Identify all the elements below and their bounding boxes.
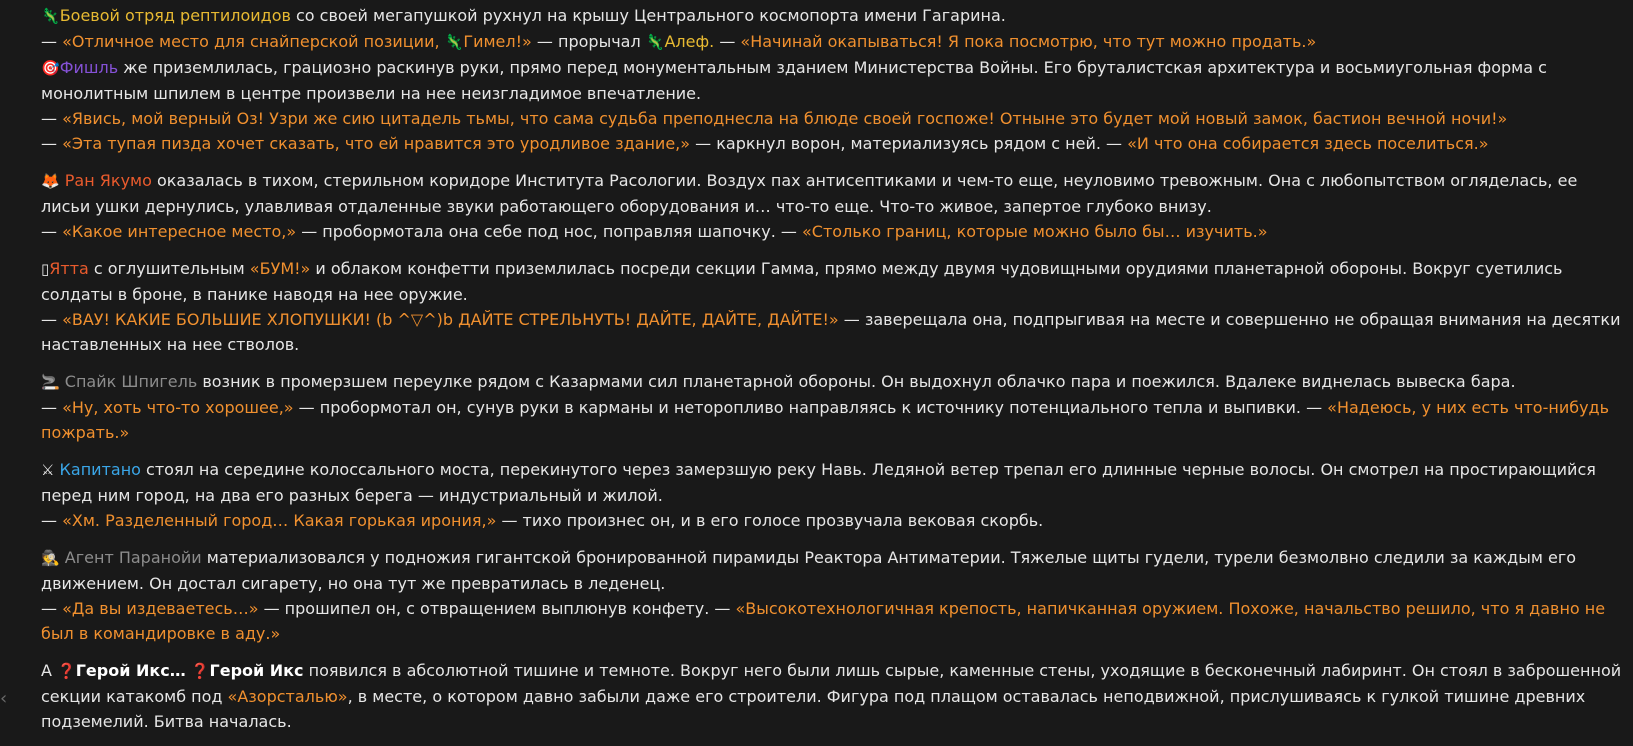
- lizard-icon: 🦎: [645, 33, 665, 51]
- quote: «Надеюсь, у них есть что-нибудь пожрать.»: [41, 398, 1610, 442]
- character-name-ran: Ран Якумо: [64, 171, 152, 190]
- narration-text: возник в промерзшем переулке рядом с Казармами сил планетарной обороны. Он выдохнул облачко пара и поежился. Вдалеке виднелась вывеска бара.: [197, 372, 1516, 391]
- quote: «Высокотехнологичная крепость, напичканная оружием. Похоже, начальство решило, что я давно не был в командировке в аду.»: [41, 599, 1606, 643]
- character-name-hero-x: Герой Икс…: [75, 661, 186, 680]
- narration-text: со своей мегапушкой рухнул на крышу Центрального космопорта имени Гагарина.: [290, 6, 1006, 25]
- narration-text: — пробормотала она себе под нос, поправляя шапочку. —: [296, 222, 803, 241]
- narration-text: — прошипел он, с отвращением выплюнув конфету. —: [258, 599, 736, 618]
- narration-text: же приземлилась, грациозно раскинув руки, прямо перед монументальным зданием Министерства Войны. Его бруталистская архитектура и восьмиугольная форма с монолитным шпилем в центре произвели на нее неизгладимое впечатление.: [41, 58, 1547, 103]
- text-line: [41, 545, 1631, 596]
- missing-glyph-icon: ▯: [41, 260, 50, 278]
- quote: «Отличное место для снайперской позиции,: [62, 32, 445, 51]
- fox-icon: 🦊: [41, 172, 60, 190]
- quote: «Ну, хоть что-то хорошее,»: [62, 398, 294, 417]
- narration-text: — заверещала она, подпрыгивая на месте и совершенно не обращая внимания на десятки наставленных на нее стволов.: [41, 310, 1621, 354]
- narration-text: материализовался у подножия гигантской бронированной пирамиды Реактора Антиматерии. Тяжелые щиты гудели, турели безмолвно следили за каждым его движением. Он достал сигарету, но она тут же превратилась в леденец.: [41, 548, 1577, 593]
- message-feed: [41, 3, 1631, 746]
- text-line: [41, 369, 1631, 395]
- paragraph-reptiles-fischl: [41, 3, 1631, 156]
- text-line: [41, 256, 1631, 307]
- quote: «Да вы издеваетесь…»: [62, 599, 259, 618]
- character-name-capitano: Капитано: [59, 460, 141, 479]
- narration-text: и облаком конфетти приземлилась посреди секции Гамма, прямо между двумя чудовищными орудиями планетарной обороны. Вокруг суетились солдаты в броне, в панике наводя на нее оружие.: [41, 259, 1563, 304]
- target-icon: 🎯: [41, 59, 60, 77]
- character-name-spike: Спайк Шпигель: [64, 372, 198, 391]
- dash: —: [41, 109, 63, 128]
- character-name-fischl: Фишль: [59, 58, 119, 77]
- quote: «БУМ!»: [249, 259, 311, 278]
- narration-text: , в месте, о котором давно забыли даже его строители. Фигура под плащом оставалась неподвижной, прислушиваясь к гулкой тишине древних подземелий. Битва началась.: [41, 687, 1586, 731]
- quote: «Столько границ, которые можно было бы… изучить.»: [802, 222, 1268, 241]
- narration-text: — тихо произнес он, и в его голосе прозвучала вековая скорбь.: [496, 511, 1044, 530]
- quote: «ВАУ! КАКИЕ БОЛЬШИЕ ХЛОПУШКИ! (b ^▽^)b ДАЙТЕ СТРЕЛЬНУТЬ! ДАЙТЕ, ДАЙТЕ, ДАЙТЕ!»: [62, 310, 839, 329]
- narration-text: —: [714, 32, 741, 51]
- text-line: [41, 307, 1631, 357]
- narration-text: с оглушительным: [88, 259, 250, 278]
- text-line: [41, 29, 1631, 55]
- quote: «Хм. Разделенный город… Какая горькая ирония,»: [62, 511, 497, 530]
- detective-icon: 🕵: [41, 549, 60, 567]
- quote: «Какое интересное место,»: [62, 222, 297, 241]
- character-name-gimel: Гимел!»: [463, 32, 532, 51]
- narration-text: — каркнул ворон, материализуясь рядом с ней. —: [690, 134, 1128, 153]
- lizard-icon: 🦎: [41, 7, 60, 25]
- crossed-swords-icon: ⚔: [41, 461, 55, 479]
- text-line: [41, 3, 1631, 29]
- text-line: [41, 395, 1631, 445]
- lizard-icon: 🦎: [444, 33, 464, 51]
- paragraph-hero-x: [41, 658, 1631, 734]
- collapse-chevron-icon[interactable]: ‹: [0, 688, 8, 709]
- paragraph-capitano: [41, 457, 1631, 533]
- dash: —: [41, 398, 63, 417]
- dash: —: [41, 222, 63, 241]
- character-name-hero-x: Герой Икс: [209, 661, 304, 680]
- dash: —: [41, 310, 63, 329]
- dash: —: [41, 511, 63, 530]
- text-line: [41, 219, 1631, 244]
- question-mark-icon: ❓: [190, 662, 210, 680]
- character-name-alef: Алеф.: [664, 32, 715, 51]
- narration-text: — прорычал: [531, 32, 646, 51]
- text-line: [41, 596, 1631, 646]
- character-name-paranoia-agent: Агент Паранойи: [64, 548, 202, 567]
- dash: —: [41, 32, 63, 51]
- narration-text: А: [41, 661, 58, 680]
- text-line: [41, 508, 1631, 533]
- quote: «Начинай окапываться! Я пока посмотрю, что тут можно продать.»: [740, 32, 1317, 51]
- text-line: [41, 168, 1631, 219]
- text-line: [41, 457, 1631, 508]
- text-line: [41, 106, 1631, 131]
- quote: «Явись, мой верный Оз! Узри же сию цитадель тьмы, что сама судьба преподнесла на блюде своей госпоже! Отныне это будет мой новый замок, бастион вечной ночи!»: [62, 109, 1508, 128]
- dash: —: [41, 599, 63, 618]
- character-name-yatta: Ятта: [49, 259, 89, 278]
- quote: «Эта тупая пизда хочет сказать, что ей нравится это уродливое здание,»: [62, 134, 691, 153]
- narration-text: стоял на середине колоссального моста, перекинутого через замерзшую реку Навь. Ледяной ветер трепал его длинные черные волосы. Он смотрел на простирающийся перед ним город, на два его разных берега — индустриальный и жилой.: [41, 460, 1596, 505]
- quote: «Азорсталью»: [227, 687, 348, 706]
- paragraph-spike: [41, 369, 1631, 445]
- narration-text: появился в абсолютной тишине и темноте. Вокруг него были лишь сырые, каменные стены, уходящие в бесконечный лабиринт. Он стоял в заброшенной секции катакомб под: [41, 661, 1622, 706]
- dash: —: [41, 134, 63, 153]
- quote: «И что она собирается здесь поселиться.»: [1127, 134, 1489, 153]
- text-line: [41, 55, 1631, 106]
- narration-text: оказалась в тихом, стерильном коридоре Института Расологии. Воздух пах антисептиками и чем-то еще, неуловимо тревожным. Она с любопытством огляделась, ее лисьи ушки дернулись, улавливая отдаленные звуки работающего оборудования и… что-то еще. Что-то живое, запертое глубоко внизу.: [41, 171, 1578, 216]
- narration-text: — пробормотал он, сунув руки в карманы и неторопливо направляясь к источнику потенциального тепла и выпивки. —: [293, 398, 1328, 417]
- text-line: [41, 131, 1631, 156]
- text-line: [41, 658, 1631, 734]
- cigarette-icon: 🚬: [41, 373, 60, 391]
- character-name-reptile-squad: Боевой отряд рептилоидов: [59, 6, 291, 25]
- paragraph-yatta: [41, 256, 1631, 357]
- paragraph-paranoia-agent: [41, 545, 1631, 646]
- paragraph-ran-yakumo: [41, 168, 1631, 244]
- question-mark-icon: ❓: [57, 662, 76, 680]
